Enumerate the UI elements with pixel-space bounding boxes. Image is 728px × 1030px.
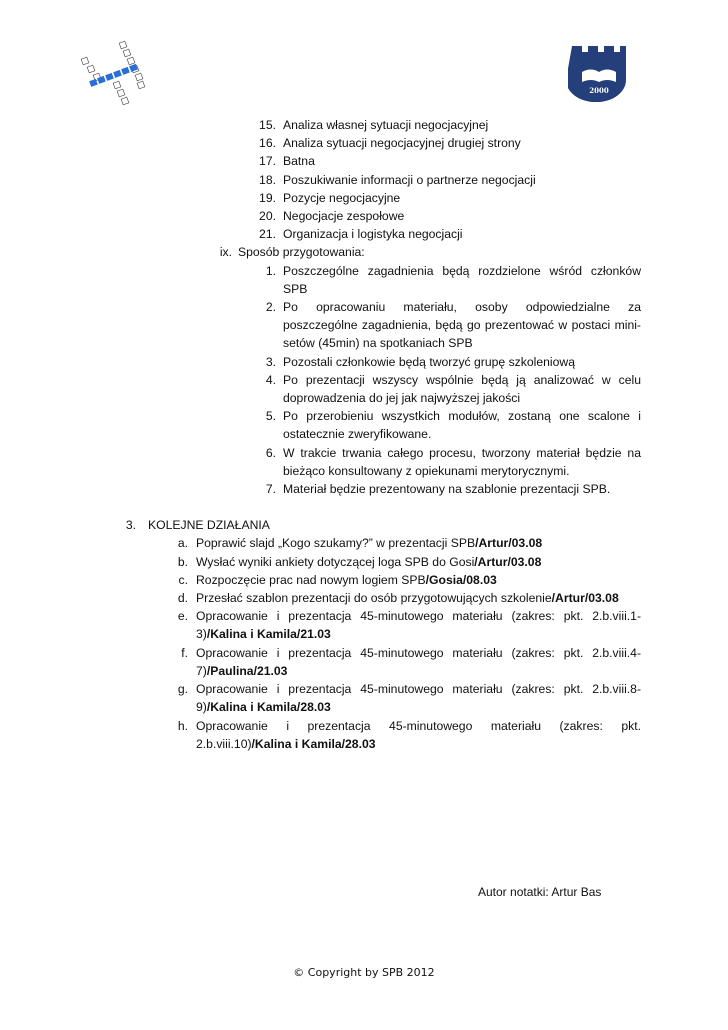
action-item xyxy=(0,644,728,680)
svg-text:2000: 2000 xyxy=(589,86,609,95)
action-item-text xyxy=(196,644,641,680)
copyright-footer: © Copyright by SPB 2012 xyxy=(293,966,435,979)
preparation-item-text: Po opracowaniu materiału, osoby odpowiedzialne za poszczególne zagadnienia, będą go prezentować w postaci mini-setów (45min) na spotkaniach SPB xyxy=(283,300,641,351)
action-item-text xyxy=(196,717,641,753)
action-item xyxy=(0,607,728,643)
topic-item xyxy=(0,171,728,189)
preparation-heading-number: ix. xyxy=(219,245,232,260)
action-description: Opracowanie i prezentacja 45-minutowego materiału (zakres: pkt. 2.b.viii.10) xyxy=(196,718,641,751)
preparation-item xyxy=(0,353,728,371)
action-description: Rozpoczęcie prac nad nowym logiem SPB xyxy=(196,572,426,587)
document-body xyxy=(0,116,728,753)
action-description: Opracowanie i prezentacja 45-minutowego materiału (zakres: pkt. 2.b.viii.4-7) xyxy=(196,645,641,678)
topic-item-text: Poszukiwanie informacji o partnerze negocjacji xyxy=(283,172,536,187)
section-next-actions xyxy=(0,516,728,534)
action-item xyxy=(0,571,728,589)
action-owner-deadline: /Kalina i Kamila/28.03 xyxy=(251,736,376,751)
preparation-item-text: W trakcie trwania całego procesu, tworzony materiał będzie na bieżąco konsultowany z opiekunami merytorycznymi. xyxy=(283,445,641,478)
topic-item xyxy=(0,116,728,134)
preparation-item-text: Po przerobieniu wszystkich modułów, zostaną one scalone i ostatecznie zweryfikowane. xyxy=(283,409,641,442)
preparation-item-number: 2. xyxy=(265,300,276,315)
topic-item xyxy=(0,225,728,243)
action-description: Opracowanie i prezentacja 45-minutowego materiału (zakres: pkt. 2.b.viii.1-3) xyxy=(196,609,641,642)
preparation-item xyxy=(0,298,728,353)
section-next-actions-text: KOLEJNE DZIAŁANIA xyxy=(148,518,270,533)
action-description: Poprawić slajd „Kogo szukamy?” w prezentacji SPB xyxy=(196,536,476,551)
action-description: Opracowanie i prezentacja 45-minutowego materiału (zakres: pkt. 2.b.viii.8-9) xyxy=(196,682,641,715)
preparation-item xyxy=(0,371,728,407)
topic-item xyxy=(0,152,728,170)
crossword-logo-icon xyxy=(76,36,156,116)
preparation-heading-text: Sposób przygotowania: xyxy=(238,245,365,260)
topic-item-text: Analiza sytuacji negocjacyjnej drugiej strony xyxy=(283,136,521,151)
action-item-text xyxy=(196,534,641,552)
action-owner-deadline: /Artur/03.08 xyxy=(475,536,543,551)
preparation-heading xyxy=(0,243,728,261)
topic-item-text: Pozycje negocjacyjne xyxy=(283,190,401,205)
action-item xyxy=(0,680,728,716)
topic-item-text: Organizacja i logistyka negocjacji xyxy=(283,227,463,242)
preparation-item xyxy=(0,407,728,443)
action-owner-deadline: /Kalina i Kamila/21.03 xyxy=(206,627,331,642)
preparation-item xyxy=(0,262,728,298)
action-owner-deadline: /Paulina/21.03 xyxy=(206,663,288,678)
action-owner-deadline: /Artur/03.08 xyxy=(474,554,542,569)
action-owner-deadline: /Gosia/08.03 xyxy=(425,572,497,587)
topic-item-text: Batna xyxy=(283,154,315,169)
action-item-number: d. xyxy=(177,591,188,606)
action-item-text xyxy=(196,607,641,643)
preparation-item-text: Po prezentacji wszyscy wspólnie będą ją analizować w celu doprowadzenia do jej jak najwyższej jakości xyxy=(283,372,641,406)
preparation-item-number: 1. xyxy=(265,263,276,278)
action-owner-deadline: /Kalina i Kamila/28.03 xyxy=(206,700,331,715)
topic-item-number: 17. xyxy=(259,154,276,169)
topic-item xyxy=(0,207,728,225)
action-item-number: f. xyxy=(181,645,188,660)
action-item xyxy=(0,534,728,552)
preparation-item-text: Materiał będzie prezentowany na szablonie prezentacji SPB. xyxy=(283,482,611,497)
preparation-item-text: Pozostali członkowie będą tworzyć grupę szkoleniową xyxy=(283,354,575,369)
topic-item-number: 20. xyxy=(259,209,276,224)
topic-item-number: 16. xyxy=(259,136,276,151)
note-author: Autor notatki: Artur Bas xyxy=(478,885,602,899)
preparation-item-number: 7. xyxy=(265,482,276,497)
action-item-number: a. xyxy=(177,536,188,551)
action-description: Wysłać wyniki ankiety dotyczącej loga SPB do Gosi xyxy=(196,554,475,569)
action-item-text xyxy=(196,553,641,571)
preparation-item-text: Poszczególne zagadnienia będą rozdzielone wśród członków SPB xyxy=(283,263,641,296)
preparation-item-number: 6. xyxy=(265,445,276,460)
topic-item-number: 15. xyxy=(259,118,276,132)
topic-item xyxy=(0,134,728,152)
action-item-text xyxy=(196,680,641,716)
action-item-text xyxy=(196,589,641,607)
action-item-text xyxy=(196,571,641,589)
preparation-item xyxy=(0,444,728,480)
topic-item-text: Negocjacje zespołowe xyxy=(283,209,405,224)
action-item-number: c. xyxy=(178,572,188,587)
preparation-item-number: 5. xyxy=(265,409,276,424)
topic-item-number: 19. xyxy=(259,190,276,205)
preparation-item xyxy=(0,480,728,498)
action-item xyxy=(0,553,728,571)
preparation-item-number: 3. xyxy=(265,354,276,369)
university-castle-logo-icon xyxy=(568,44,630,102)
action-item-number: e. xyxy=(177,609,188,624)
action-item-number: b. xyxy=(177,554,188,569)
action-owner-deadline: /Artur/03.08 xyxy=(551,591,619,606)
topic-item-text: Analiza własnej sytuacji negocjacyjnej xyxy=(283,118,489,132)
topic-item xyxy=(0,189,728,207)
section-next-actions-number: 3. xyxy=(125,518,136,533)
action-description: Przesłać szablon prezentacji do osób przygotowujących szkolenie xyxy=(196,591,552,606)
topic-item-number: 21. xyxy=(259,227,276,242)
action-item-number: h. xyxy=(177,718,188,733)
preparation-item-number: 4. xyxy=(265,372,276,387)
action-item xyxy=(0,589,728,607)
action-item-number: g. xyxy=(177,682,188,697)
topic-item-number: 18. xyxy=(259,172,276,187)
action-item xyxy=(0,717,728,753)
